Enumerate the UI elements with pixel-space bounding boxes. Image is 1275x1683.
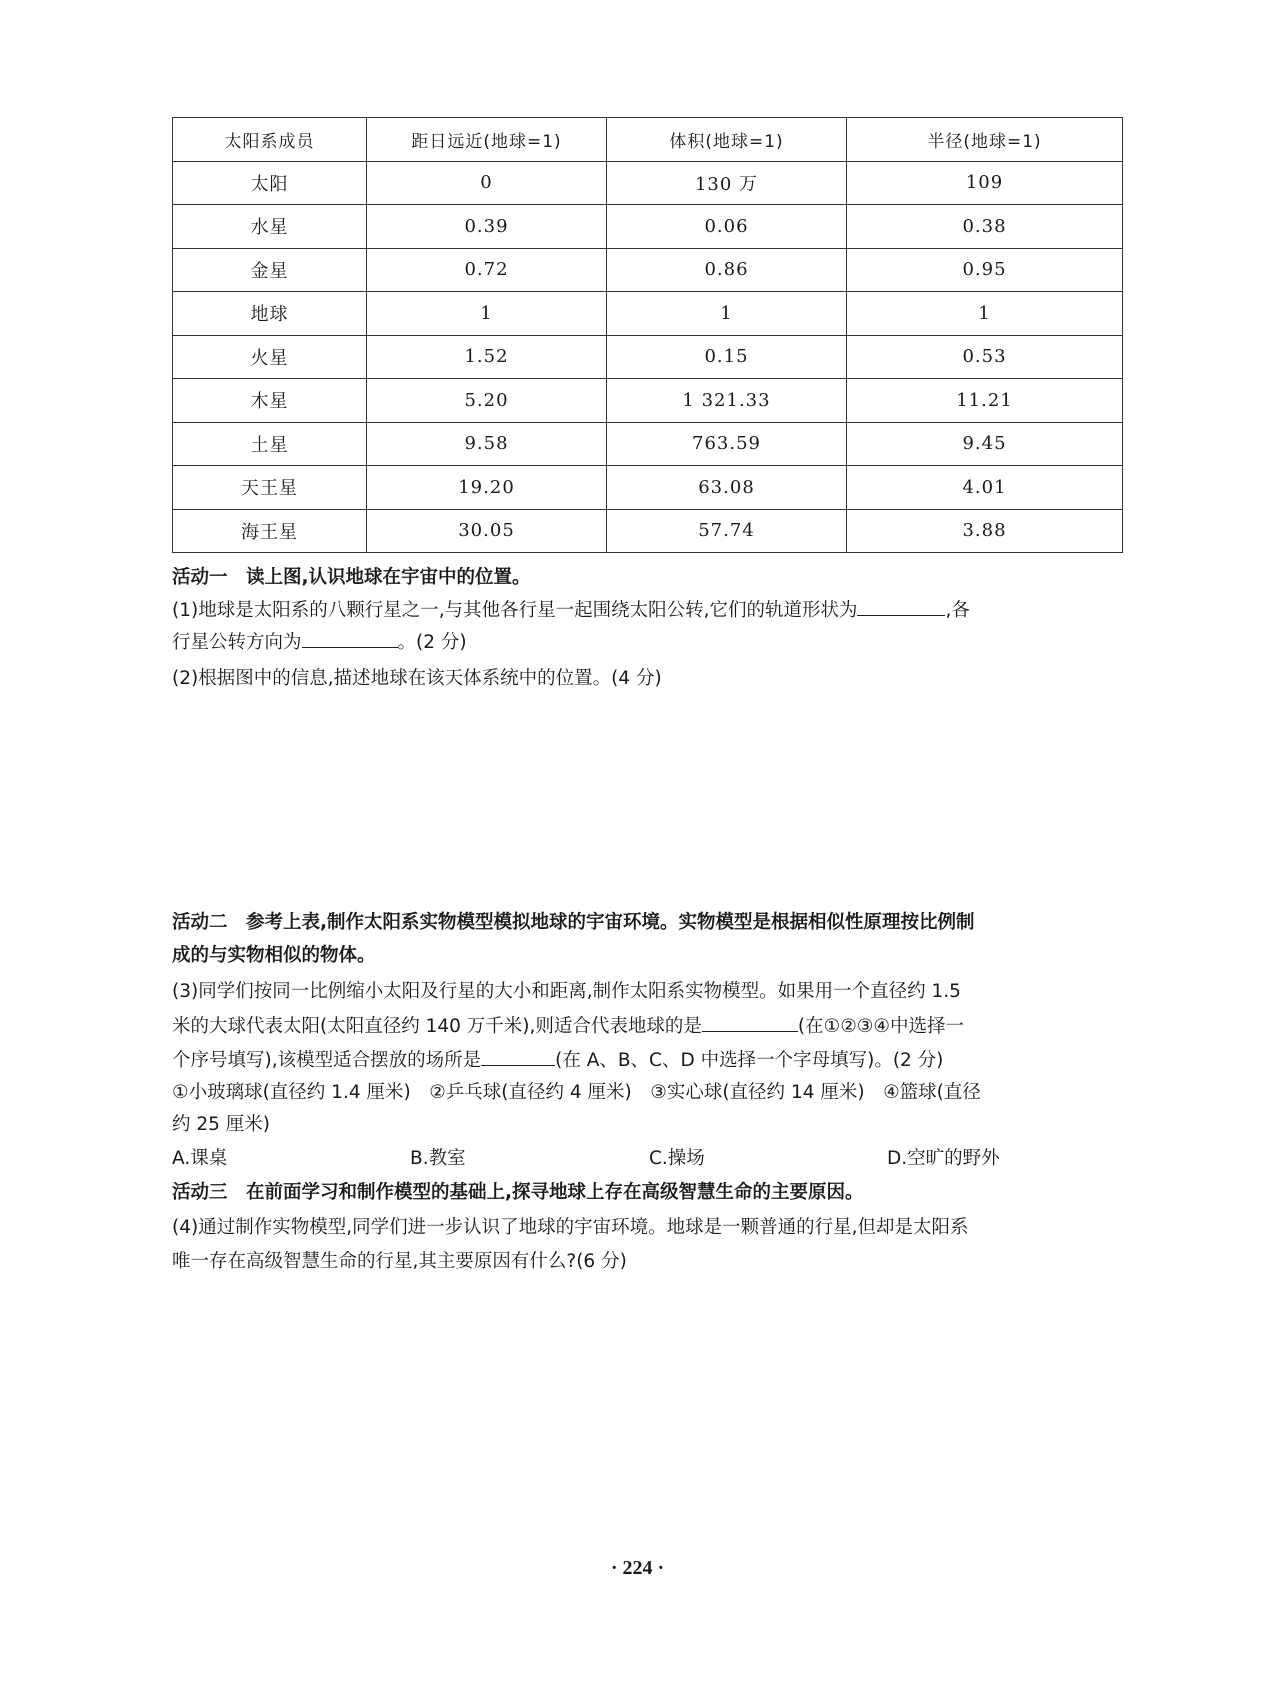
- table-row: [173, 335, 1123, 379]
- table-cell: 130 万: [607, 161, 847, 205]
- table-cell: 4.01: [847, 466, 1123, 510]
- question-3-line2: [172, 1011, 1122, 1042]
- table-cell: 19.20: [367, 466, 607, 510]
- table-cell: 0.53: [847, 335, 1123, 379]
- question-1-score: 。(2 分): [397, 632, 467, 653]
- table-cell: 9.45: [847, 422, 1123, 466]
- model-location-blank[interactable]: [481, 1045, 555, 1066]
- option-c[interactable]: C.操场: [649, 1148, 705, 1169]
- table-row: [173, 422, 1123, 466]
- question-4-line2: 唯一存在高级智慧生命的行星,其主要原因有什么?(6 分): [172, 1251, 627, 1272]
- page-number: · 224 ·: [610, 1557, 665, 1579]
- question-3-line3: [172, 1045, 1122, 1076]
- table-cell: 1: [367, 292, 607, 336]
- question-1-text: 行星公转方向为: [172, 632, 302, 653]
- column-header: 半径(地球=1): [847, 118, 1123, 162]
- question-1-line2: [172, 627, 1122, 658]
- table-cell: 0.15: [607, 335, 847, 379]
- table-cell: 0: [367, 161, 607, 205]
- table-row: [173, 466, 1123, 510]
- table-cell: 63.08: [607, 466, 847, 510]
- orbit-shape-blank[interactable]: [857, 595, 945, 616]
- option-d[interactable]: D.空旷的野外: [887, 1148, 1000, 1169]
- question-1-text-tail: ,各: [945, 600, 970, 621]
- table-cell: 海王星: [173, 509, 367, 553]
- table-cell: 57.74: [607, 509, 847, 553]
- table-cell: 1: [607, 292, 847, 336]
- question-3-text: 个序号填写),该模型适合摆放的场所是: [172, 1050, 482, 1071]
- table-cell: 1: [847, 292, 1123, 336]
- table-row: [173, 292, 1123, 336]
- table-row: [173, 205, 1123, 249]
- activity2-title-line1: 活动二 参考上表,制作太阳系实物模型模拟地球的宇宙环境。实物模型是根据相似性原理按比例制: [172, 912, 975, 933]
- question-3-text: 米的大球代表太阳(太阳直径约 140 万千米),则适合代表地球的是: [172, 1016, 702, 1037]
- column-header: 距日远近(地球=1): [367, 118, 607, 162]
- question-4-line1: (4)通过制作实物模型,同学们进一步认识了地球的宇宙环境。地球是一颗普通的行星,但却是太阳系: [172, 1217, 969, 1238]
- table-cell: 9.58: [367, 422, 607, 466]
- table-cell: 3.88: [847, 509, 1123, 553]
- table-row: [173, 248, 1123, 292]
- option-list: [172, 1144, 1122, 1174]
- table-cell: 太阳: [173, 161, 367, 205]
- option-a[interactable]: A.课桌: [172, 1148, 228, 1169]
- column-header: 太阳系成员: [173, 118, 367, 162]
- question-2: (2)根据图中的信息,描述地球在该天体系统中的位置。(4 分): [172, 668, 662, 689]
- table-row: [173, 161, 1123, 205]
- question-3-line1: (3)同学们按同一比例缩小太阳及行星的大小和距离,制作太阳系实物模型。如果用一个直径约 1.5: [172, 981, 961, 1002]
- question-3-text-tail: (在 A、B、C、D 中选择一个字母填写)。(2 分): [555, 1050, 944, 1071]
- table-row: [173, 509, 1123, 553]
- choices-line1: ①小玻璃球(直径约 1.4 厘米) ②乒乓球(直径约 4 厘米) ③实心球(直径约 14 厘米) ④篮球(直径: [172, 1082, 981, 1103]
- table-cell: 火星: [173, 335, 367, 379]
- table-cell: 金星: [173, 248, 367, 292]
- earth-model-blank[interactable]: [702, 1011, 798, 1032]
- table-cell: 109: [847, 161, 1123, 205]
- table-cell: 天王星: [173, 466, 367, 510]
- table-cell: 土星: [173, 422, 367, 466]
- table-cell: 1 321.33: [607, 379, 847, 423]
- activity1-title: 活动一 读上图,认识地球在宇宙中的位置。: [172, 567, 531, 588]
- table-cell: 0.06: [607, 205, 847, 249]
- table-cell: 30.05: [367, 509, 607, 553]
- question-1-line1: [172, 595, 1122, 626]
- option-b[interactable]: B.教室: [410, 1148, 466, 1169]
- table-cell: 0.38: [847, 205, 1123, 249]
- table-cell: 木星: [173, 379, 367, 423]
- question-3-text-tail: (在①②③④中选择一: [797, 1016, 964, 1037]
- activity2-title-line2: 成的与实物相似的物体。: [172, 945, 376, 966]
- table-cell: 0.95: [847, 248, 1123, 292]
- table-cell: 0.39: [367, 205, 607, 249]
- table-header-row: [173, 118, 1123, 162]
- table-cell: 0.86: [607, 248, 847, 292]
- choices-line2: 约 25 厘米): [172, 1114, 271, 1135]
- table-row: [173, 379, 1123, 423]
- solar-system-table: [172, 117, 1123, 553]
- activity3-title: 活动三 在前面学习和制作模型的基础上,探寻地球上存在高级智慧生命的主要原因。: [172, 1182, 864, 1203]
- table-cell: 1.52: [367, 335, 607, 379]
- table-cell: 0.72: [367, 248, 607, 292]
- table-cell: 11.21: [847, 379, 1123, 423]
- table-cell: 地球: [173, 292, 367, 336]
- table-cell: 763.59: [607, 422, 847, 466]
- question-1-text: (1)地球是太阳系的八颗行星之一,与其他各行星一起围绕太阳公转,它们的轨道形状为: [172, 600, 858, 621]
- table-cell: 水星: [173, 205, 367, 249]
- column-header: 体积(地球=1): [607, 118, 847, 162]
- revolution-direction-blank[interactable]: [302, 627, 398, 648]
- table-cell: 5.20: [367, 379, 607, 423]
